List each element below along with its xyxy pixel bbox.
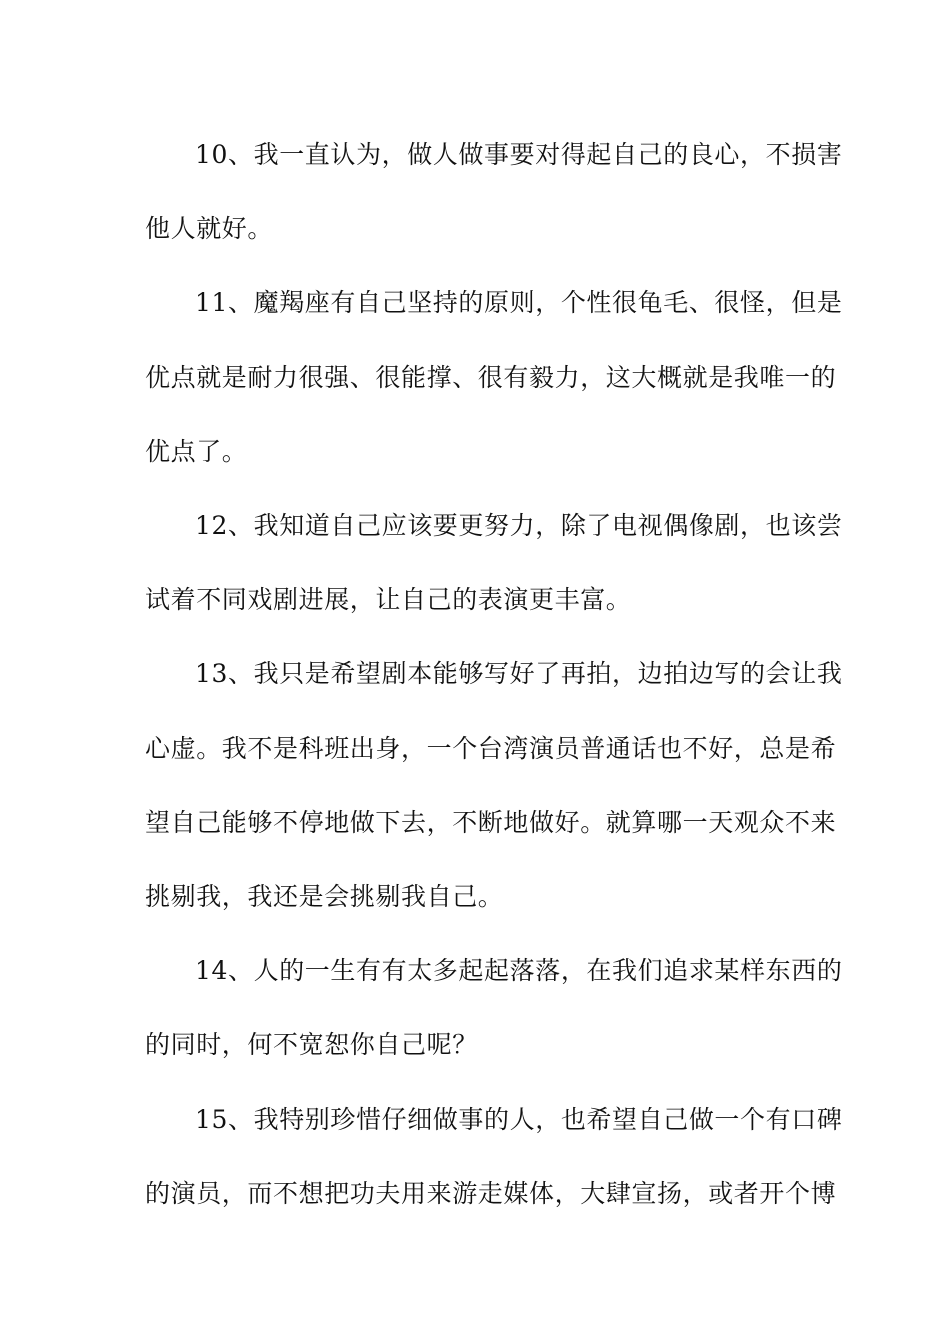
paragraph-line: 14、人的一生有有太多起起落落，在我们追求某样东西的 xyxy=(195,956,843,986)
paragraph-line: 优点了。 xyxy=(145,436,248,466)
paragraph-line: 的同时，何不宽恕你自己呢？ xyxy=(145,1030,478,1060)
paragraph-11 xyxy=(145,266,843,489)
paragraph-line: 优点就是耐力很强、很能撑、很有毅力，这大概就是我唯一的 xyxy=(145,362,837,392)
paragraph-10 xyxy=(145,118,843,266)
paragraph-line: 试着不同戏剧进展，让自己的表演更丰富。 xyxy=(145,585,632,615)
paragraph-13 xyxy=(145,637,843,934)
paragraph-line: 望自己能够不停地做下去，不断地做好。就算哪一天观众不来 xyxy=(145,807,837,837)
paragraph-line: 10、我一直认为，做人做事要对得起自己的良心，不损害 xyxy=(195,140,843,169)
paragraph-12 xyxy=(145,489,843,637)
paragraph-line: 15、我特别珍惜仔细做事的人，也希望自己做一个有口碑 xyxy=(195,1104,843,1134)
paragraph-line: 11、魔羯座有自己坚持的原则，个性很龟毛、很怪，但是 xyxy=(195,288,843,318)
paragraph-14 xyxy=(145,934,843,1082)
paragraph-line: 挑剔我，我还是会挑剔我自己。 xyxy=(145,882,504,912)
paragraph-line: 的演员，而不想把功夫用来游走媒体，大肆宣扬，或者开个博 xyxy=(145,1178,837,1208)
document-body xyxy=(145,118,843,1231)
paragraph-line: 13、我只是希望剧本能够写好了再拍，边拍边写的会让我 xyxy=(195,659,843,689)
paragraph-15 xyxy=(145,1083,843,1231)
paragraph-line: 他人就好。 xyxy=(145,214,274,244)
paragraph-line: 心虚。我不是科班出身，一个台湾演员普通话也不好，总是希 xyxy=(145,733,837,763)
paragraph-line: 12、我知道自己应该要更努力，除了电视偶像剧，也该尝 xyxy=(195,511,843,541)
